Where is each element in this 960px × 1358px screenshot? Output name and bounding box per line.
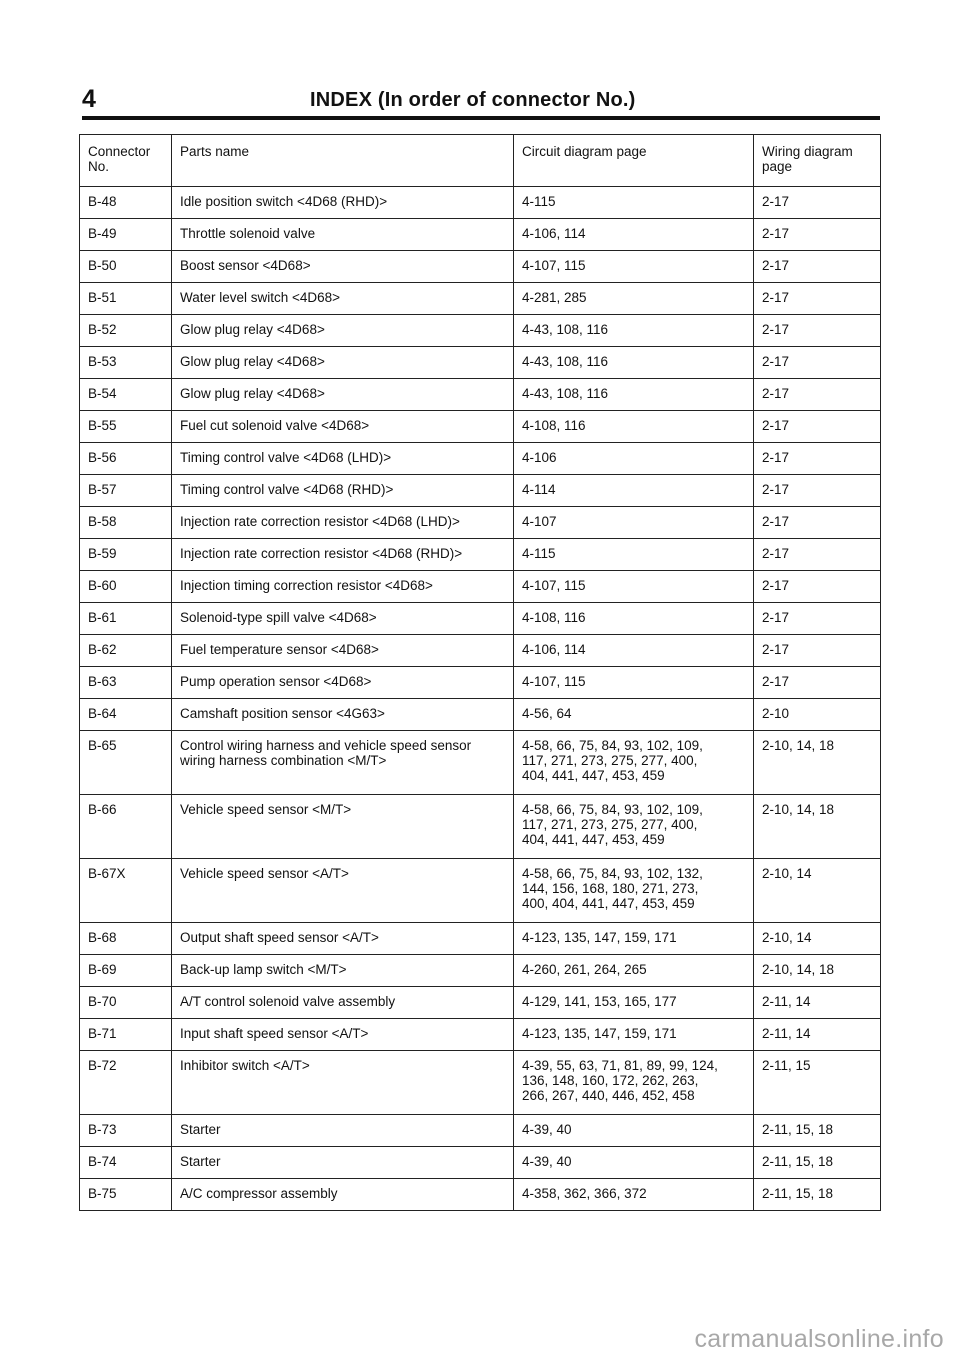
wiring-page-cell: 2-17 xyxy=(754,571,881,603)
circuit-page-cell: 4-123, 135, 147, 159, 171 xyxy=(514,923,754,955)
parts-name-cell: Glow plug relay <4D68> xyxy=(172,347,514,379)
circuit-page-cell: 4-106, 114 xyxy=(514,635,754,667)
table-row xyxy=(80,1019,881,1051)
circuit-page-cell: 4-107, 115 xyxy=(514,667,754,699)
table-row xyxy=(80,571,881,603)
wiring-page-cell: 2-11, 15, 18 xyxy=(754,1115,881,1147)
wiring-page-cell: 2-17 xyxy=(754,379,881,411)
connector-no-cell: B-62 xyxy=(80,635,172,667)
circuit-page-cell: 4-39, 40 xyxy=(514,1115,754,1147)
connector-no-cell: B-57 xyxy=(80,475,172,507)
connector-no-cell: B-56 xyxy=(80,443,172,475)
parts-name-cell: Fuel cut solenoid valve <4D68> xyxy=(172,411,514,443)
wiring-page-cell: 2-10, 14, 18 xyxy=(754,731,881,795)
connector-no-cell: B-61 xyxy=(80,603,172,635)
wiring-page-cell: 2-17 xyxy=(754,283,881,315)
circuit-page-cell: 4-107, 115 xyxy=(514,251,754,283)
circuit-page-cell: 4-129, 141, 153, 165, 177 xyxy=(514,987,754,1019)
circuit-page-cell: 4-43, 108, 116 xyxy=(514,379,754,411)
table-row xyxy=(80,283,881,315)
wiring-page-cell: 2-11, 15 xyxy=(754,1051,881,1115)
parts-name-cell: Back-up lamp switch <M/T> xyxy=(172,955,514,987)
circuit-page-cell: 4-107, 115 xyxy=(514,571,754,603)
connector-no-cell: B-59 xyxy=(80,539,172,571)
connector-no-cell: B-54 xyxy=(80,379,172,411)
wiring-page-cell: 2-17 xyxy=(754,443,881,475)
circuit-page-cell: 4-106 xyxy=(514,443,754,475)
circuit-page-cell: 4-358, 362, 366, 372 xyxy=(514,1179,754,1211)
connector-index-table xyxy=(79,134,881,1211)
watermark: carmanualsonline.info xyxy=(694,1325,944,1353)
table-row xyxy=(80,923,881,955)
circuit-page-cell: 4-115 xyxy=(514,539,754,571)
connector-no-cell: B-64 xyxy=(80,699,172,731)
column-header-circuit-diagram-page: Circuit diagram page xyxy=(514,135,754,187)
circuit-page-cell: 4-108, 116 xyxy=(514,411,754,443)
connector-no-cell: B-71 xyxy=(80,1019,172,1051)
parts-name-cell: Injection rate correction resistor <4D68 (LHD)> xyxy=(172,507,514,539)
parts-name-cell: Solenoid-type spill valve <4D68> xyxy=(172,603,514,635)
table-row xyxy=(80,507,881,539)
circuit-page-cell: 4-43, 108, 116 xyxy=(514,347,754,379)
table-row xyxy=(80,859,881,923)
wiring-page-cell: 2-17 xyxy=(754,251,881,283)
header-rule xyxy=(82,116,880,120)
parts-name-cell: A/C compressor assembly xyxy=(172,1179,514,1211)
parts-name-cell: Timing control valve <4D68 (RHD)> xyxy=(172,475,514,507)
wiring-page-cell: 2-17 xyxy=(754,219,881,251)
page-title: INDEX (In order of connector No.) xyxy=(310,89,636,111)
table-row xyxy=(80,795,881,859)
table-row xyxy=(80,1051,881,1115)
connector-no-cell: B-53 xyxy=(80,347,172,379)
table-row xyxy=(80,251,881,283)
table-row xyxy=(80,379,881,411)
page-header xyxy=(82,84,880,114)
connector-no-cell: B-72 xyxy=(80,1051,172,1115)
wiring-page-cell: 2-17 xyxy=(754,475,881,507)
circuit-page-cell: 4-281, 285 xyxy=(514,283,754,315)
table-row xyxy=(80,219,881,251)
wiring-page-cell: 2-11, 14 xyxy=(754,987,881,1019)
connector-no-cell: B-55 xyxy=(80,411,172,443)
wiring-page-cell: 2-10 xyxy=(754,699,881,731)
page-number: 4 xyxy=(82,85,96,113)
connector-no-cell: B-60 xyxy=(80,571,172,603)
parts-name-cell: A/T control solenoid valve assembly xyxy=(172,987,514,1019)
wiring-page-cell: 2-10, 14, 18 xyxy=(754,955,881,987)
parts-name-cell: Injection timing correction resistor <4D68> xyxy=(172,571,514,603)
wiring-page-cell: 2-17 xyxy=(754,315,881,347)
parts-name-cell: Camshaft position sensor <4G63> xyxy=(172,699,514,731)
connector-no-cell: B-51 xyxy=(80,283,172,315)
connector-no-cell: B-73 xyxy=(80,1115,172,1147)
parts-name-cell: Timing control valve <4D68 (LHD)> xyxy=(172,443,514,475)
parts-name-cell: Idle position switch <4D68 (RHD)> xyxy=(172,187,514,219)
column-header-parts-name: Parts name xyxy=(172,135,514,187)
table-row xyxy=(80,1115,881,1147)
circuit-page-cell: 4-114 xyxy=(514,475,754,507)
wiring-page-cell: 2-17 xyxy=(754,635,881,667)
circuit-page-cell: 4-106, 114 xyxy=(514,219,754,251)
table-row xyxy=(80,699,881,731)
parts-name-cell: Starter xyxy=(172,1115,514,1147)
connector-no-cell: B-50 xyxy=(80,251,172,283)
wiring-page-cell: 2-17 xyxy=(754,507,881,539)
circuit-page-cell: 4-58, 66, 75, 84, 93, 102, 109, 117, 271, 273, 275, 277, 400, 404, 441, 447, 453, 459 xyxy=(514,795,754,859)
circuit-page-cell: 4-43, 108, 116 xyxy=(514,315,754,347)
circuit-page-cell: 4-58, 66, 75, 84, 93, 102, 109, 117, 271, 273, 275, 277, 400, 404, 441, 447, 453, 459 xyxy=(514,731,754,795)
parts-name-cell: Glow plug relay <4D68> xyxy=(172,379,514,411)
connector-no-cell: B-49 xyxy=(80,219,172,251)
table-row xyxy=(80,987,881,1019)
table-row xyxy=(80,315,881,347)
wiring-page-cell: 2-10, 14, 18 xyxy=(754,795,881,859)
wiring-page-cell: 2-17 xyxy=(754,187,881,219)
parts-name-cell: Throttle solenoid valve xyxy=(172,219,514,251)
table-row xyxy=(80,731,881,795)
table-row xyxy=(80,1147,881,1179)
table-header-row xyxy=(80,135,881,187)
wiring-page-cell: 2-17 xyxy=(754,667,881,699)
connector-no-cell: B-68 xyxy=(80,923,172,955)
connector-no-cell: B-74 xyxy=(80,1147,172,1179)
connector-no-cell: B-69 xyxy=(80,955,172,987)
table-row xyxy=(80,1179,881,1211)
connector-no-cell: B-48 xyxy=(80,187,172,219)
column-header-connector-no: Connector No. xyxy=(80,135,172,187)
wiring-page-cell: 2-11, 15, 18 xyxy=(754,1147,881,1179)
wiring-page-cell: 2-17 xyxy=(754,603,881,635)
parts-name-cell: Output shaft speed sensor <A/T> xyxy=(172,923,514,955)
table-row xyxy=(80,411,881,443)
parts-name-cell: Glow plug relay <4D68> xyxy=(172,315,514,347)
connector-no-cell: B-67X xyxy=(80,859,172,923)
connector-no-cell: B-65 xyxy=(80,731,172,795)
connector-no-cell: B-63 xyxy=(80,667,172,699)
parts-name-cell: Pump operation sensor <4D68> xyxy=(172,667,514,699)
parts-name-cell: Starter xyxy=(172,1147,514,1179)
table-row xyxy=(80,347,881,379)
table-row xyxy=(80,475,881,507)
column-header-wiring-diagram-page: Wiring diagram page xyxy=(754,135,881,187)
parts-name-cell: Control wiring harness and vehicle speed sensor wiring harness combination <M/T> xyxy=(172,731,514,795)
table-row xyxy=(80,443,881,475)
connector-no-cell: B-58 xyxy=(80,507,172,539)
parts-name-cell: Water level switch <4D68> xyxy=(172,283,514,315)
connector-no-cell: B-75 xyxy=(80,1179,172,1211)
wiring-page-cell: 2-17 xyxy=(754,411,881,443)
circuit-page-cell: 4-108, 116 xyxy=(514,603,754,635)
parts-name-cell: Fuel temperature sensor <4D68> xyxy=(172,635,514,667)
circuit-page-cell: 4-260, 261, 264, 265 xyxy=(514,955,754,987)
parts-name-cell: Boost sensor <4D68> xyxy=(172,251,514,283)
parts-name-cell: Input shaft speed sensor <A/T> xyxy=(172,1019,514,1051)
table-row xyxy=(80,667,881,699)
table-row xyxy=(80,955,881,987)
circuit-page-cell: 4-58, 66, 75, 84, 93, 102, 132, 144, 156, 168, 180, 271, 273, 400, 404, 441, 447, 453, 459 xyxy=(514,859,754,923)
circuit-page-cell: 4-115 xyxy=(514,187,754,219)
wiring-page-cell: 2-17 xyxy=(754,539,881,571)
wiring-page-cell: 2-11, 14 xyxy=(754,1019,881,1051)
circuit-page-cell: 4-39, 40 xyxy=(514,1147,754,1179)
wiring-page-cell: 2-11, 15, 18 xyxy=(754,1179,881,1211)
table-row xyxy=(80,603,881,635)
parts-name-cell: Vehicle speed sensor <M/T> xyxy=(172,795,514,859)
table-row xyxy=(80,187,881,219)
parts-name-cell: Vehicle speed sensor <A/T> xyxy=(172,859,514,923)
circuit-page-cell: 4-56, 64 xyxy=(514,699,754,731)
circuit-page-cell: 4-123, 135, 147, 159, 171 xyxy=(514,1019,754,1051)
connector-no-cell: B-70 xyxy=(80,987,172,1019)
table-row xyxy=(80,539,881,571)
connector-no-cell: B-66 xyxy=(80,795,172,859)
parts-name-cell: Inhibitor switch <A/T> xyxy=(172,1051,514,1115)
circuit-page-cell: 4-107 xyxy=(514,507,754,539)
parts-name-cell: Injection rate correction resistor <4D68 (RHD)> xyxy=(172,539,514,571)
circuit-page-cell: 4-39, 55, 63, 71, 81, 89, 99, 124, 136, 148, 160, 172, 262, 263, 266, 267, 440, 446, 452, 458 xyxy=(514,1051,754,1115)
wiring-page-cell: 2-10, 14 xyxy=(754,923,881,955)
table-row xyxy=(80,635,881,667)
wiring-page-cell: 2-10, 14 xyxy=(754,859,881,923)
connector-no-cell: B-52 xyxy=(80,315,172,347)
wiring-page-cell: 2-17 xyxy=(754,347,881,379)
